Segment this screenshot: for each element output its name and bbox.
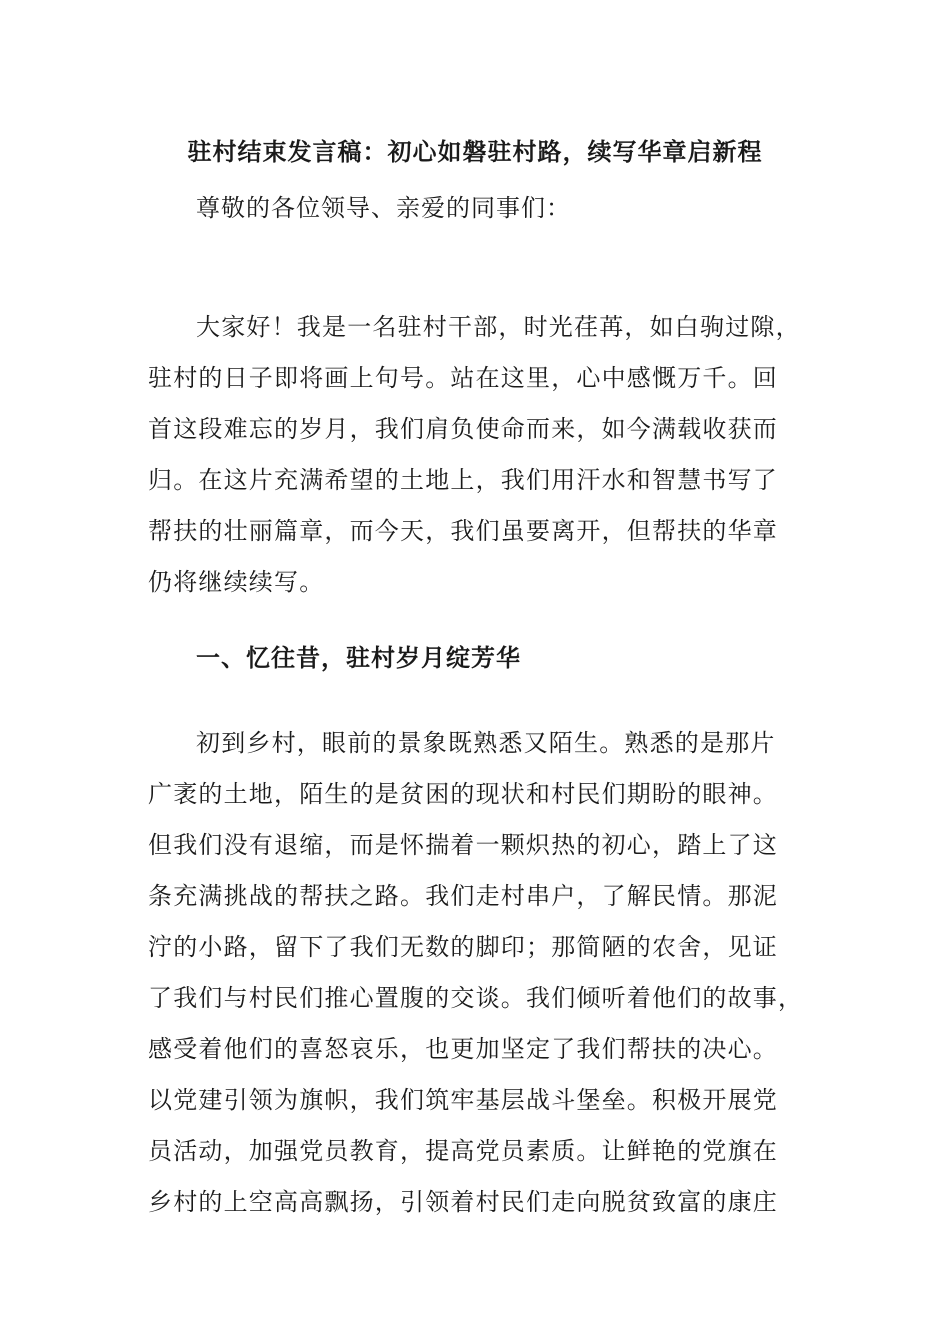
paragraph-line: 大家好！我是一名驻村干部，时光荏苒，如白驹过隙， [196,313,801,341]
section-heading: 一、忆往昔，驻村岁月绽芳华 [196,643,521,672]
paragraph-line: 泞的小路，留下了我们无数的脚印；那简陋的农舍，见证 [148,933,778,961]
paragraph-line: 归。在这片充满希望的土地上，我们用汗水和智慧书写了 [148,466,778,494]
paragraph-line: 条充满挑战的帮扶之路。我们走村串户，了解民情。那泥 [148,882,778,910]
section1-paragraph [148,718,808,1228]
paragraph-line: 以党建引领为旗帜，我们筑牢基层战斗堡垒。积极开展党 [148,1086,778,1114]
intro-paragraph [148,302,808,608]
document-title: 驻村结束发言稿：初心如磐驻村路，续写华章启新程 [187,137,763,166]
paragraph-line: 了我们与村民们推心置腹的交谈。我们倾听着他们的故事， [148,984,804,1012]
paragraph-line: 帮扶的壮丽篇章，而今天，我们虽要离开，但帮扶的华章 [148,517,778,545]
paragraph-line: 驻村的日子即将画上句号。站在这里，心中感慨万千。回 [148,364,778,392]
paragraph-line: 员活动，加强党员教育，提高党员素质。让鲜艳的党旗在 [148,1137,778,1165]
paragraph-line: 首这段难忘的岁月，我们肩负使命而来，如今满载收获而 [148,415,778,443]
paragraph-line: 感受着他们的喜怒哀乐，也更加坚定了我们帮扶的决心。 [148,1035,778,1063]
paragraph-line: 仍将继续续写。 [148,568,325,596]
paragraph-line: 初到乡村，眼前的景象既熟悉又陌生。熟悉的是那片 [196,729,776,757]
paragraph-line: 广袤的土地，陌生的是贫困的现状和村民们期盼的眼神。 [148,780,778,808]
paragraph-line: 但我们没有退缩，而是怀揣着一颗炽热的初心，踏上了这 [148,831,778,859]
salutation: 尊敬的各位领导、亲爱的同事们： [196,194,571,222]
paragraph-line: 乡村的上空高高飘扬，引领着村民们走向脱贫致富的康庄 [148,1188,778,1216]
